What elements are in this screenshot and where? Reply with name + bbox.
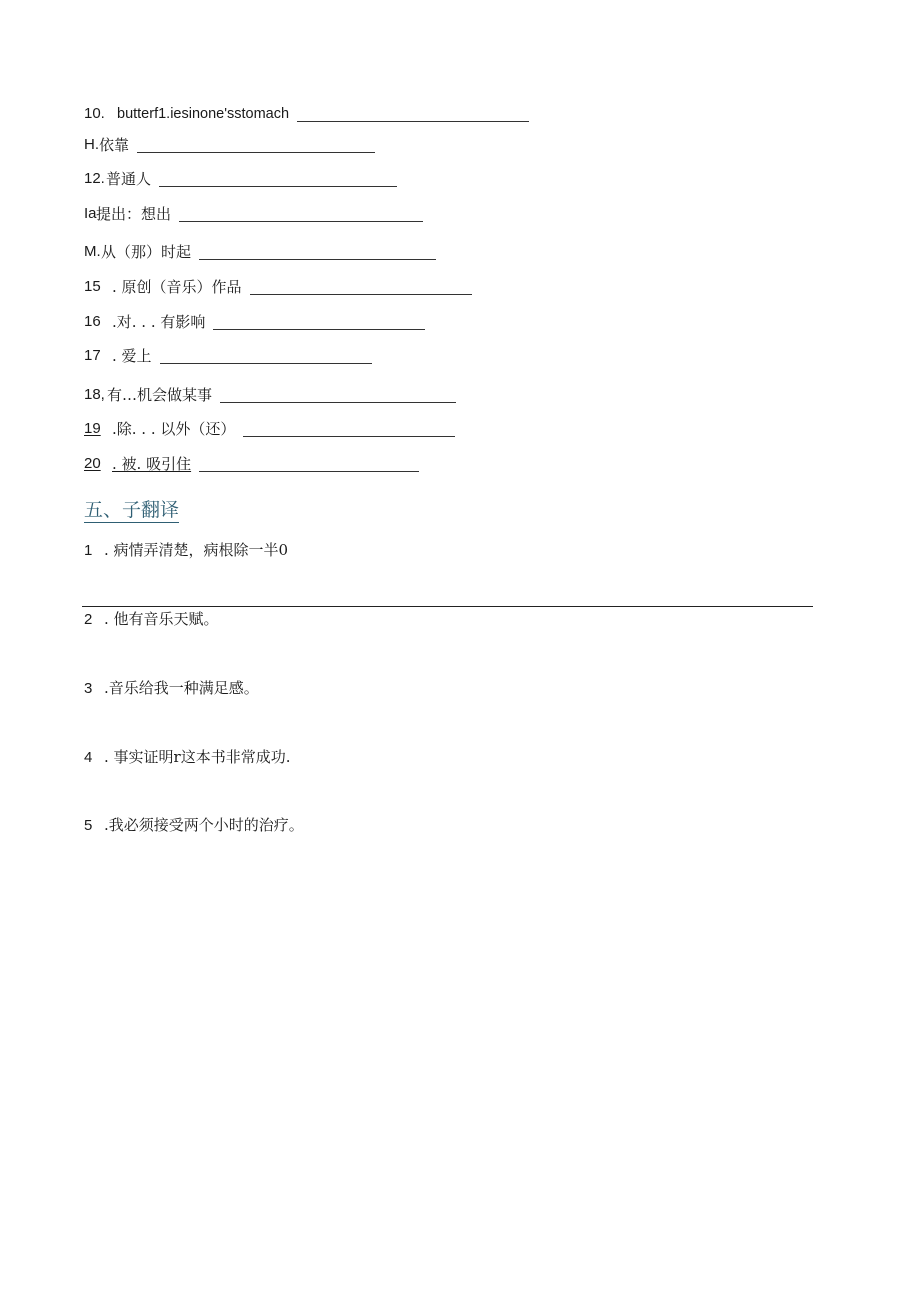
item-number: 19: [84, 420, 101, 437]
answer-blank[interactable]: [250, 293, 472, 295]
answer-blank[interactable]: [297, 120, 529, 122]
item-text: 有…机会做某事: [107, 386, 213, 404]
sentence-text: .我必须接受两个小时的治疗。: [104, 816, 304, 834]
item-text: . 原创（音乐）作品: [112, 278, 242, 296]
vocab-item-19: [84, 415, 455, 439]
item-number: 12.: [84, 170, 105, 187]
item-text: .除. . . 以外（还）: [112, 420, 236, 438]
sentence-item: [84, 540, 288, 561]
item-text: . 被. 吸引住: [112, 455, 192, 473]
sentence-text: . 他有音乐天赋。: [104, 610, 219, 628]
vocab-item-15: [84, 273, 472, 297]
section-title: 五、子翻译: [84, 499, 180, 521]
sentence-text: .音乐给我一种满足感。: [104, 679, 259, 697]
vocab-item-10: [84, 100, 529, 124]
answer-blank[interactable]: [199, 470, 419, 472]
sentence-number: 1: [84, 542, 93, 559]
sentence-item: [84, 815, 304, 836]
item-number: 10.: [84, 105, 105, 122]
item-number: 20: [84, 455, 101, 472]
vocab-item-13: [84, 200, 423, 224]
item-number: 18,: [84, 386, 105, 403]
sentence-text: . 事实证明r这本书非常成功.: [104, 748, 291, 766]
answer-blank[interactable]: [159, 185, 397, 187]
answer-blank[interactable]: [220, 401, 456, 403]
vocab-item-18: [84, 381, 456, 405]
item-number: Ia: [84, 205, 97, 222]
answer-blank[interactable]: [137, 151, 375, 153]
vocab-item-20: [84, 450, 419, 474]
answer-blank[interactable]: [243, 435, 455, 437]
item-text: 从（那）时起: [101, 243, 192, 261]
item-number: M.: [84, 243, 101, 260]
sentence-number: 4: [84, 749, 93, 766]
answer-blank[interactable]: [179, 220, 423, 222]
sentence-number: 2: [84, 611, 93, 628]
sentence-number: 5: [84, 817, 93, 834]
item-number: 15: [84, 278, 101, 295]
item-text: 提出：想出: [96, 205, 172, 223]
item-number: H.: [84, 136, 99, 153]
vocab-item-12: [84, 165, 397, 189]
vocab-item-16: [84, 308, 425, 332]
item-number: 16: [84, 313, 101, 330]
vocab-item-11: [84, 131, 375, 155]
item-text: . 爱上: [112, 347, 152, 365]
sentence-item: [84, 678, 259, 699]
item-text: butterf1.iesinone'sstomach: [117, 106, 290, 122]
answer-blank[interactable]: [199, 258, 436, 260]
answer-blank[interactable]: [213, 328, 425, 330]
sentence-text: . 病情弄清楚，病根除一半0: [104, 541, 289, 559]
answer-blank[interactable]: [160, 362, 372, 364]
vocab-item-14: [84, 238, 436, 262]
vocab-item-17: [84, 342, 372, 366]
answer-line[interactable]: [82, 606, 813, 607]
item-text: .对. . . 有影响: [112, 313, 206, 331]
sentence-item: [84, 747, 290, 768]
item-text: 普通人: [106, 170, 152, 188]
item-number: 17: [84, 347, 101, 364]
sentence-number: 3: [84, 680, 93, 697]
item-text: 依靠: [99, 136, 130, 154]
sentence-item: [84, 609, 219, 630]
